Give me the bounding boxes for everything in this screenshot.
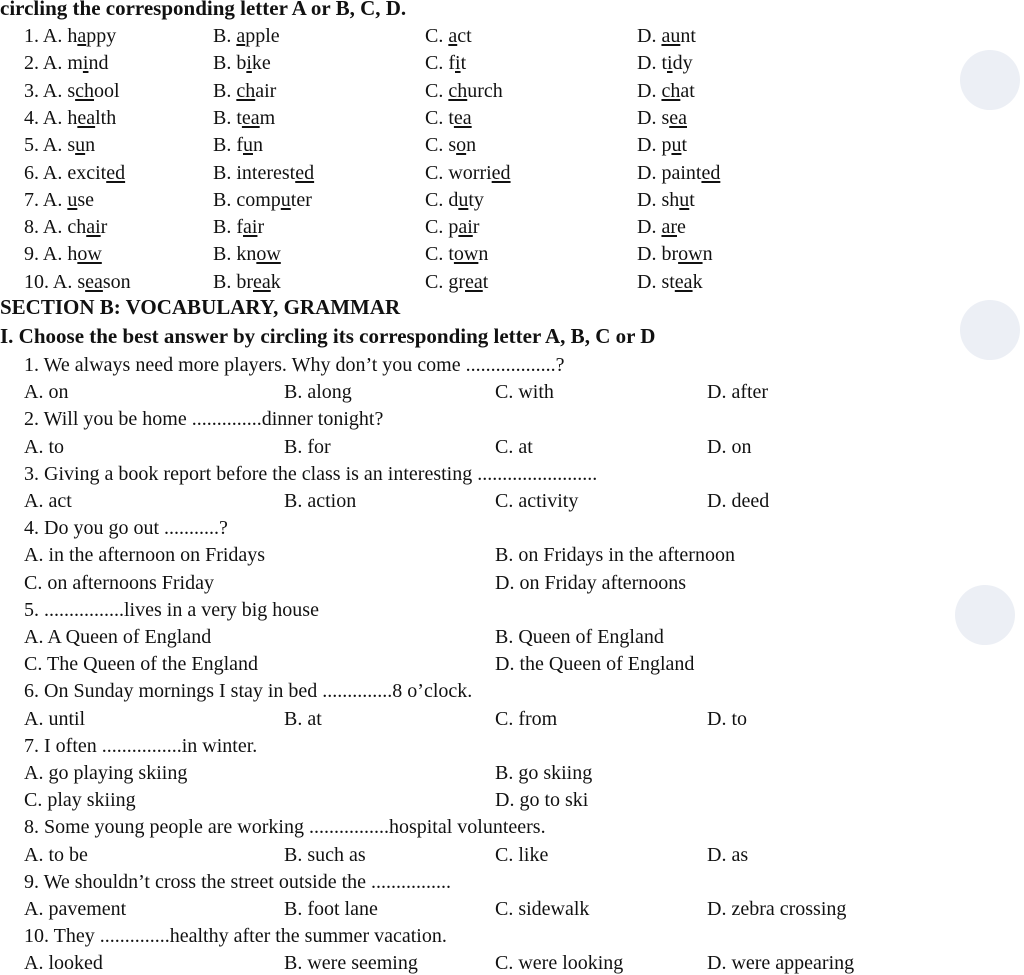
answer-option[interactable]: C. were looking (495, 952, 624, 975)
pronunciation-option: B. team (213, 106, 276, 129)
answer-option[interactable]: D. on Friday afternoons (495, 571, 687, 594)
answer-option[interactable]: A. A Queen of England (24, 626, 212, 648)
pronunciation-option: 8. A. chair (24, 216, 108, 239)
pronunciation-option: D. shut (637, 188, 695, 211)
pronunciation-option: B. break (213, 270, 281, 293)
answer-option[interactable]: B. Queen of England (495, 626, 664, 648)
section-b-instruction: I. Choose the best answer by circling its corresponding letter A, B, C or D (0, 324, 656, 348)
answer-option[interactable]: B. go skiing (495, 762, 593, 784)
part-a-heading: circling the corresponding letter A or B, C, D. (0, 0, 407, 20)
pronunciation-option: C. act (425, 25, 472, 47)
answer-option[interactable]: B. such as (284, 843, 366, 866)
answer-option[interactable]: C. sidewalk (495, 898, 590, 920)
answer-option[interactable]: C. The Queen of the England (24, 653, 259, 676)
pronunciation-option: 6. A. excited (24, 161, 126, 184)
pronunciation-option: 5. A. sun (24, 134, 96, 157)
section-b-title: SECTION B: VOCABULARY, GRAMMAR (0, 295, 401, 319)
pronunciation-option: B. chair (213, 79, 277, 102)
watermark-circle (950, 290, 1024, 370)
answer-option[interactable]: D. the Queen of England (495, 653, 695, 676)
answer-option[interactable]: B. for (284, 435, 331, 458)
question-text: 8. Some young people are working ................hospital volunteers. (24, 816, 546, 839)
answer-option[interactable]: A. on (24, 381, 69, 404)
pronunciation-option: B. computer (213, 188, 312, 211)
pronunciation-option: 3. A. school (24, 79, 120, 102)
question-text: 1. We always need more players. Why don’t you come ..................? (24, 354, 565, 376)
pronunciation-option: C. fit (425, 52, 467, 75)
answer-option[interactable]: B. foot lane (284, 898, 378, 920)
pronunciation-option: D. brown (637, 243, 713, 266)
question-text: 6. On Sunday mornings I stay in bed ..............8 o’clock. (24, 680, 473, 703)
pronunciation-option: D. chat (637, 79, 695, 102)
answer-option[interactable]: A. to (24, 435, 64, 458)
pronunciation-option: C. great (425, 270, 489, 293)
pronunciation-option: C. pair (425, 216, 480, 239)
pronunciation-option: 10. A. season (24, 270, 131, 293)
answer-option[interactable]: A. act (24, 490, 72, 512)
watermark-circle (950, 40, 1024, 120)
pronunciation-option: B. fun (213, 134, 263, 157)
answer-option[interactable]: B. on Fridays in the afternoon (495, 544, 735, 567)
answer-option[interactable]: A. to be (24, 843, 88, 866)
pronunciation-option: 9. A. how (24, 243, 102, 266)
pronunciation-option: B. fair (213, 216, 265, 239)
pronunciation-option: D. are (637, 216, 686, 239)
answer-option[interactable]: A. go playing skiing (24, 762, 188, 784)
answer-option[interactable]: A. in the afternoon on Fridays (24, 544, 266, 567)
pronunciation-option: C. son (425, 134, 477, 157)
pronunciation-option: 7. A. use (24, 188, 95, 211)
answer-option[interactable]: B. action (284, 490, 357, 512)
question-text: 10. They ..............healthy after the summer vacation. (24, 925, 447, 948)
pronunciation-option: B. interested (213, 161, 315, 184)
pronunciation-option: B. bike (213, 52, 271, 75)
answer-option[interactable]: C. from (495, 707, 558, 730)
answer-option[interactable]: D. after (707, 381, 769, 404)
pronunciation-option: B. apple (213, 25, 280, 47)
pronunciation-option: D. put (637, 134, 688, 157)
pronunciation-option: C. church (425, 79, 503, 102)
answer-option[interactable]: D. go to ski (495, 789, 589, 812)
question-text: 3. Giving a book report before the class is an interesting ........................ (24, 462, 598, 485)
pronunciation-option: D. steak (637, 270, 703, 293)
pronunciation-option: B. know (213, 243, 281, 266)
answer-option[interactable]: A. pavement (24, 898, 127, 920)
answer-option[interactable]: A. until (24, 707, 86, 730)
answer-option[interactable]: B. along (284, 381, 352, 404)
pronunciation-option: D. aunt (637, 25, 696, 47)
pronunciation-option: C. tea (425, 106, 472, 129)
answer-option[interactable]: D. deed (707, 490, 770, 512)
answer-option[interactable]: D. were appearing (707, 952, 855, 975)
pronunciation-option: D. tidy (637, 52, 693, 75)
pronunciation-option: 2. A. mind (24, 52, 109, 75)
answer-option[interactable]: C. on afternoons Friday (24, 571, 214, 594)
pronunciation-option: 4. A. health (24, 106, 117, 129)
answer-option[interactable]: A. looked (24, 952, 103, 975)
answer-option[interactable]: B. were seeming (284, 952, 418, 975)
answer-option[interactable]: C. at (495, 435, 533, 458)
answer-option[interactable]: C. play skiing (24, 789, 136, 812)
answer-option[interactable]: D. zebra crossing (707, 898, 847, 920)
answer-option[interactable]: D. as (707, 843, 749, 866)
question-text: 2. Will you be home ..............dinner tonight? (24, 408, 384, 431)
pronunciation-option: C. duty (425, 188, 484, 211)
pronunciation-option: 1. A. happy (24, 25, 117, 47)
question-text: 4. Do you go out ...........? (24, 517, 228, 540)
answer-option[interactable]: D. to (707, 707, 747, 730)
pronunciation-option: D. sea (637, 106, 687, 129)
watermark-circle (945, 575, 1024, 655)
answer-option[interactable]: C. with (495, 381, 554, 404)
answer-option[interactable]: B. at (284, 707, 322, 730)
question-text: 5. ................lives in a very big house (24, 598, 319, 621)
answer-option[interactable]: C. activity (495, 490, 579, 512)
pronunciation-option: C. worried (425, 161, 511, 184)
answer-option[interactable]: D. on (707, 435, 752, 458)
question-text: 9. We shouldn’t cross the street outside the ................ (24, 870, 452, 893)
question-text: 7. I often ................in winter. (24, 734, 258, 757)
answer-option[interactable]: C. like (495, 843, 549, 866)
pronunciation-option: D. painted (637, 161, 721, 184)
pronunciation-option: C. town (425, 243, 489, 266)
